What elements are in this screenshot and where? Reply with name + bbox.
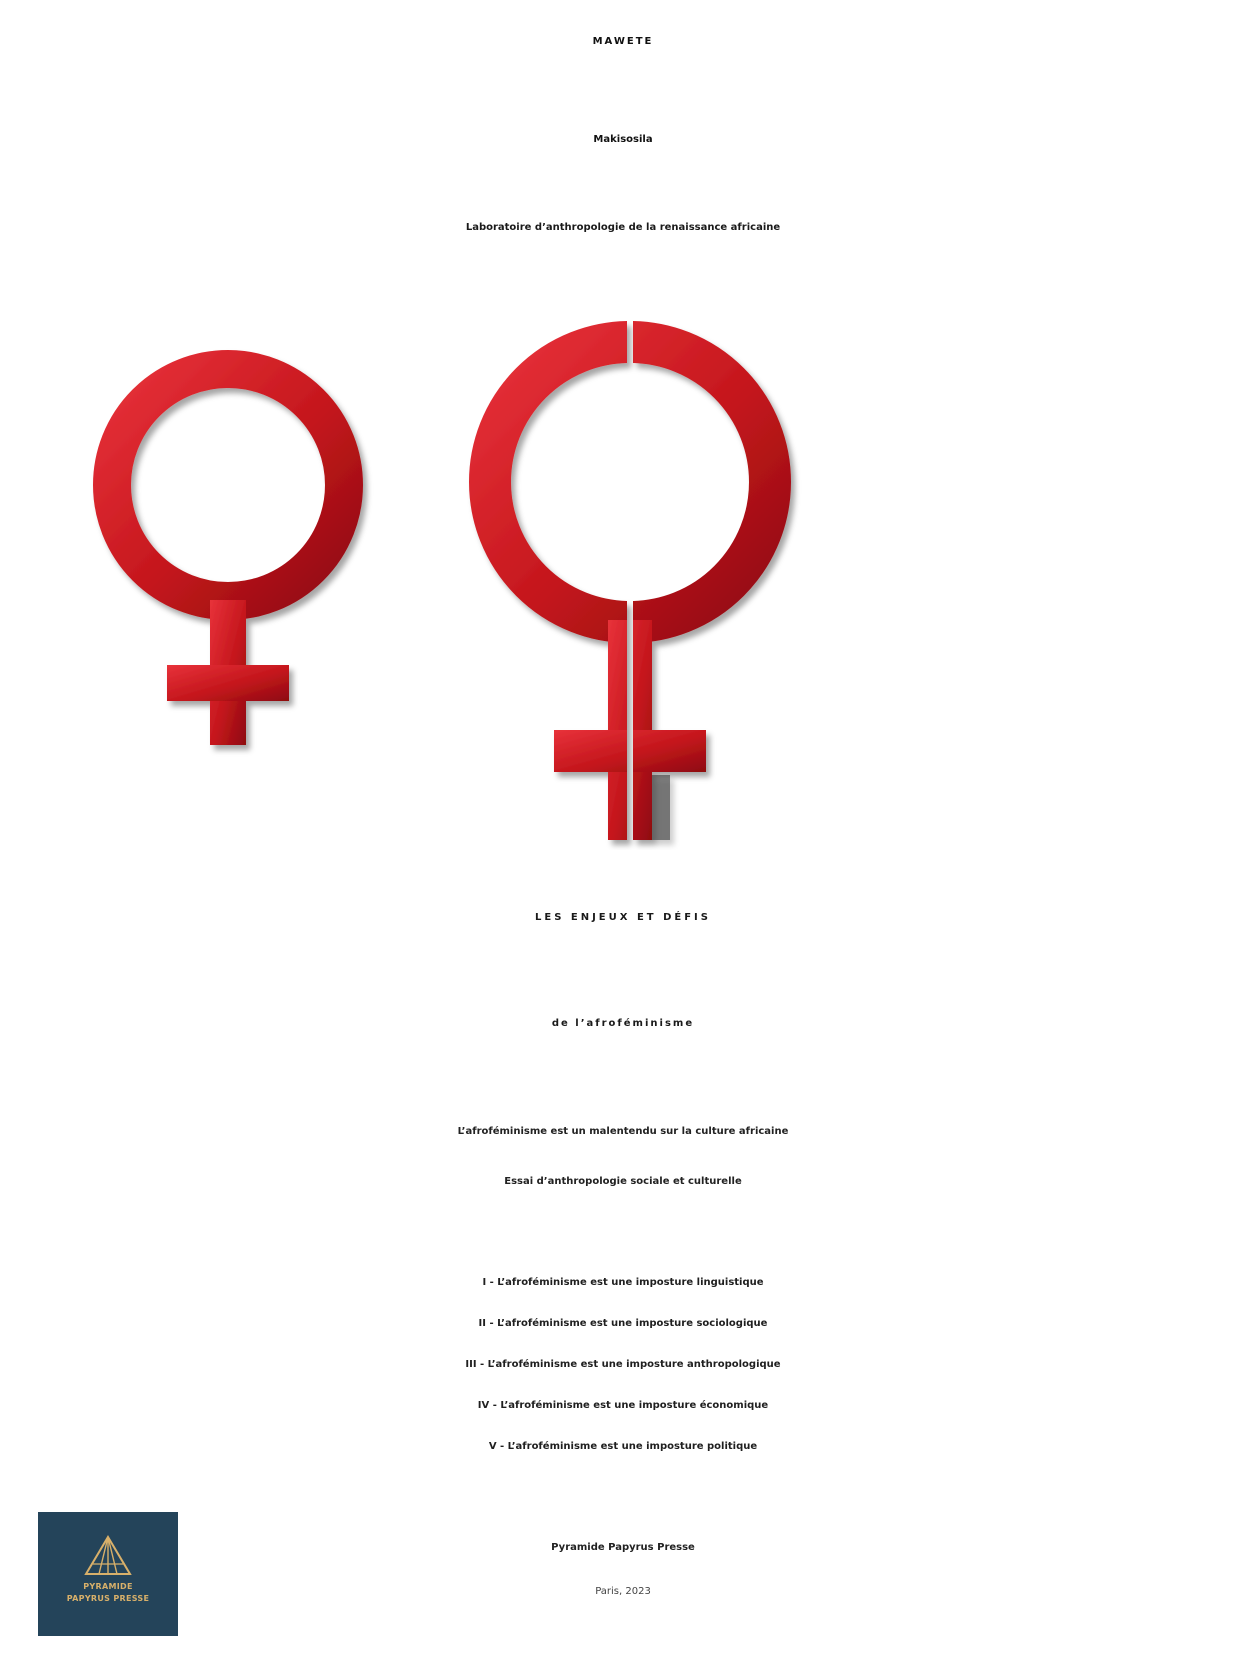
- female-symbol-icon: [112, 369, 344, 745]
- author-firstname: Makisosila: [593, 134, 653, 145]
- book-subtitle-line-1: L’afroféminisme est un malentendu sur la culture africaine: [457, 1126, 789, 1137]
- logo-text-line-1: PYRAMIDE: [83, 1582, 133, 1591]
- book-title-line-2: de l’afroféminisme: [551, 1018, 695, 1029]
- author-surname: MAWETE: [592, 36, 654, 47]
- laboratory-name: Laboratoire d’anthropologie de la renaissance africaine: [465, 222, 781, 233]
- logo-text-line-2: PAPYRUS PRESSE: [66, 1594, 150, 1603]
- book-subtitle-line-2: Essai d’anthropologie sociale et culturelle: [504, 1176, 742, 1187]
- pyramid-icon: [83, 1534, 133, 1578]
- publisher-place-year: Paris, 2023: [595, 1586, 651, 1597]
- cover-illustration: [0, 320, 1246, 850]
- chapter-item: V - L’afroféminisme est une imposture politique: [488, 1441, 758, 1452]
- chapter-item: I - L’afroféminisme est une imposture linguistique: [482, 1277, 764, 1288]
- chapter-item: II - L’afroféminisme est une imposture sociologique: [478, 1318, 768, 1329]
- chapter-list: [0, 1262, 1246, 1467]
- chapter-item: IV - L’afroféminisme est une imposture économique: [477, 1400, 769, 1411]
- publisher-logo: [38, 1512, 178, 1636]
- chapter-item: III - L’afroféminisme est une imposture anthropologique: [465, 1359, 781, 1370]
- split-female-symbol-icon: [490, 342, 770, 840]
- book-title-line-1: LES ENJEUX ET DÉFIS: [535, 912, 711, 923]
- publisher-name: Pyramide Papyrus Presse: [551, 1542, 695, 1553]
